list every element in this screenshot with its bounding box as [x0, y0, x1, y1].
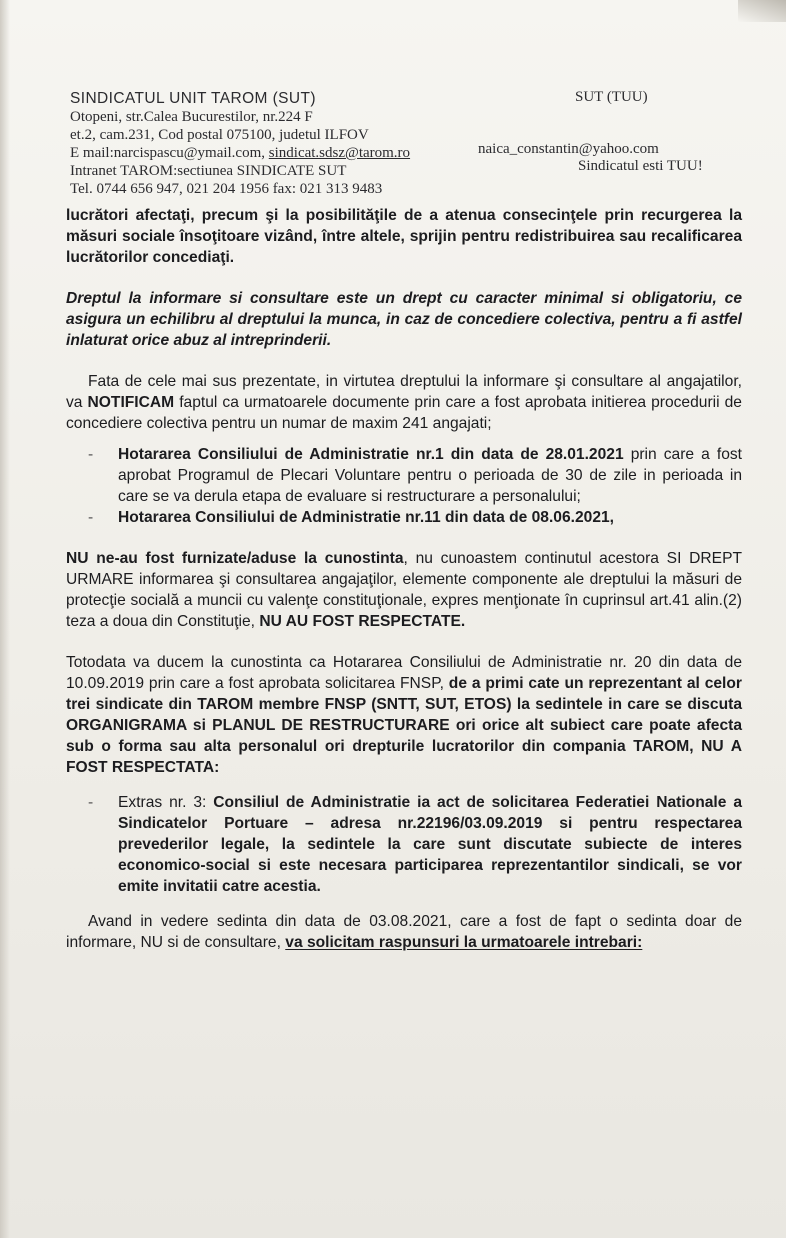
email-secondary[interactable]: naica_constantin@yahoo.com [478, 141, 659, 157]
bullet-1-title: Hotararea Consiliului de Administratie nr.1 din data de 28.01.2021 [118, 446, 624, 463]
p5-text: Totodata va ducem la cunostinta ca Hotararea Consiliului de Administratie nr. 20 din data de 10.09.2019 prin care a fost aprobata solicitarea FNSP, [66, 654, 742, 692]
paragraph-1: lucrători afectaţi, precum şi la posibilităţile de a atenua consecinţele prin recurgerea la măsuri sociale însoţitoare vizând, între altele, sprijin pentru redistribuirea sau recalificarea lucrătorilor concediaţi. [66, 207, 742, 266]
bullet-item-3 [66, 792, 742, 897]
page-corner-shadow [738, 0, 786, 22]
paragraph-2: Dreptul la informare si consultare este un drept cu caracter minimal si obligatoriu, ce asigura un echilibru al dreptului la munca, in caz de concediere colectiva, pentru a fi astfel inlaturat orice abuz al intreprinderii. [66, 290, 742, 349]
letterhead [70, 90, 710, 198]
intranet-line: Intranet TAROM:sectiunea SINDICATE SUT [70, 163, 347, 179]
paragraph-5 [66, 652, 742, 778]
bullet-item-2 [66, 507, 742, 528]
paragraph-3 [66, 371, 742, 434]
phone-line: Tel. 0744 656 947, 021 204 1956 fax: 021 313 9483 [70, 181, 383, 197]
p4-bold-end: NU AU FOST RESPECTATE. [259, 613, 466, 630]
bullet-3-text: Consiliul de Administratie ia act de solicitarea Federatiei Nationale a Sindicatelor Portuare – adresa nr.22196/03.09.2019 si pentru respectarea prevederilor legale, la sedintele la care sunt discutate subiecte de interes economico-social si este necesara participarea reprezentantilor sindicali, se vor emite invitatii catre acestia. [118, 794, 742, 895]
slogan: Sindicatul esti TUU! [578, 158, 703, 174]
bullet-1-text: prin care a fost aprobat Programul de Plecari Voluntare pentru o perioada de 30 de zile in perioada in care se va derula etapa de evaluare si restructurare a personalului; [118, 446, 742, 505]
bullet-3-label: Extras nr. 3: [118, 794, 214, 811]
address-line-2: et.2, cam.231, Cod postal 075100, judetul ILFOV [70, 127, 369, 143]
org-name: SINDICATUL UNIT TAROM (SUT) [70, 90, 316, 107]
bullet-2-title: Hotararea Consiliului de Administratie nr.11 din data de 08.06.2021, [118, 509, 614, 526]
p4-bold-start: NU ne-au fost furnizate/aduse la cunostinta [66, 550, 404, 567]
bullet-dash: - [88, 794, 94, 811]
p5-bold: de a primi cate un reprezentant al celor trei sindicate din TAROM membre FNSP (SNTT, SUT, ETOS) la sedintele in care se discuta ORGANIGRAMA si PLANUL DE RESTRUCTURARE ori orice alt subiect care poate afecta sub o forma sau alta personalul ori drepturile lucratorilor din compania TAROM, NU A FOST RESPECTATA: [66, 675, 742, 776]
p3-text: Fata de cele mai sus prezentate, in virtutea dreptului la informare şi consultare al angajatilor, va [66, 373, 742, 411]
p6-request: va solicitam raspunsuri la urmatoarele intrebari: [285, 934, 643, 951]
p6-text: Avand in vedere sedinta din data de 03.08.2021, care a fost de fapt o sedinta doar de informare, NU si de consultare, [66, 913, 742, 951]
p3-notify: NOTIFICAM [87, 394, 175, 411]
email-link[interactable]: sindicat.sdsz@tarom.ro [268, 145, 411, 161]
page-fold-shadow [0, 0, 10, 1238]
document-body [66, 205, 742, 953]
paragraph-4 [66, 548, 742, 632]
p4-text: , nu cunoastem continutul acestora SI DREPT URMARE informarea şi consultarea angajaţilor, elemente componente ale dreptului la măsuri de protecţie socială a muncii cu valenţe constituţionale, expres menţionate în cuprinsul art.41 alin.(2) teza a doua din Constituţie, [66, 550, 742, 630]
org-tag: SUT (TUU) [575, 89, 648, 105]
address-line-1: Otopeni, str.Calea Bucurestilor, nr.224 F [70, 109, 313, 125]
bullet-dash: - [88, 446, 94, 463]
bullet-dash: - [88, 509, 94, 526]
email-prefix: E mail:narcispascu@ymail.com, [70, 145, 269, 161]
bullet-item-1 [66, 444, 742, 507]
p3-text-end: faptul ca urmatoarele documente prin care a fost aprobata initierea procedurii de concediere colectiva pentru un numar de maxim 241 angajati; [66, 394, 742, 432]
paragraph-6 [66, 911, 742, 953]
